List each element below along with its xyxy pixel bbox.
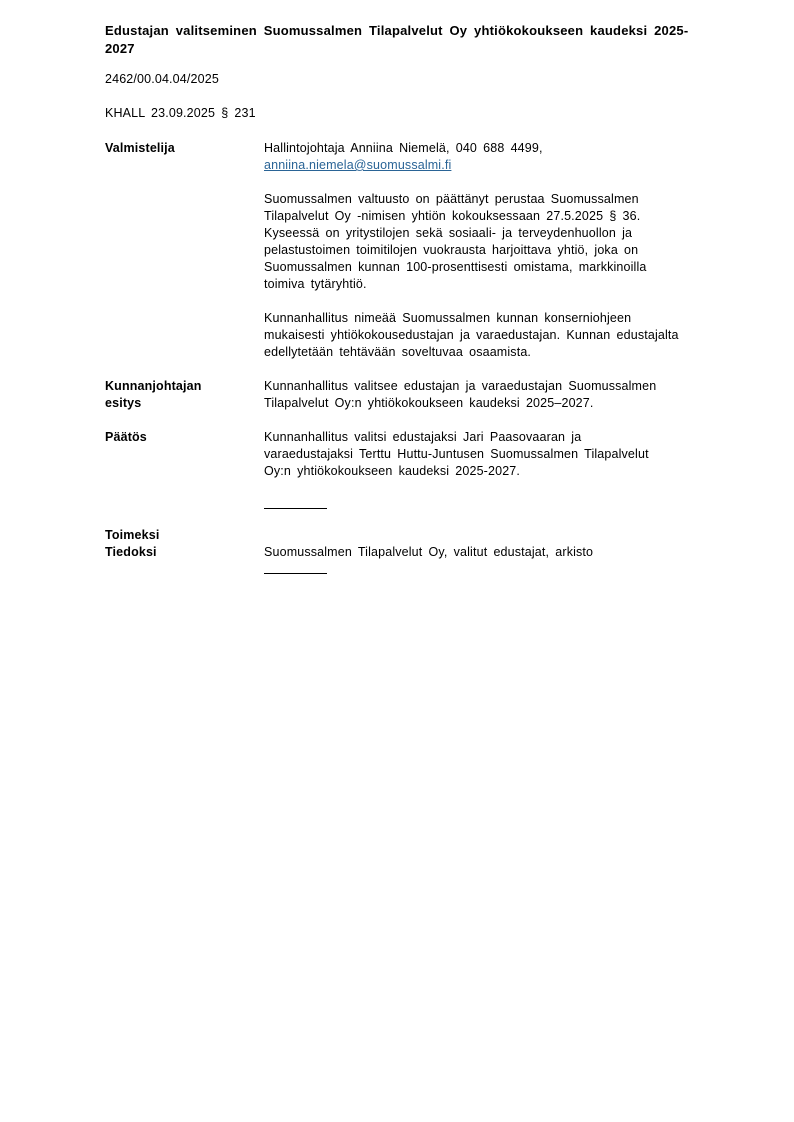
- esitys-label-line: esitys: [105, 396, 142, 410]
- paragraph-content: [264, 310, 724, 361]
- text-line: Tilapalvelut Oy:n yhtiökokoukseen kaudeksi 2025–2027.: [264, 396, 594, 410]
- meeting-reference: KHALL 23.09.2025 § 231: [105, 106, 256, 120]
- text-line: Kyseessä on yritystilojen sekä sosiaali- ja terveydenhuollon ja: [264, 226, 633, 240]
- tiedoksi-content: Suomussalmen Tilapalvelut Oy, valitut edustajat, arkisto: [264, 545, 594, 559]
- valmistelija-label: Valmistelija: [105, 141, 175, 155]
- preparer-email-line: [264, 157, 724, 174]
- text-line: Tilapalvelut Oy -nimisen yhtiön kokouksessaan 27.5.2025 § 36.: [264, 209, 641, 223]
- document-title-line: Edustajan valitseminen Suomussalmen Tilapalvelut Oy yhtiökokoukseen kaudeksi 2025-: [105, 23, 689, 38]
- text-line: Kunnanhallitus valitsi edustajaksi Jari Paasovaaran ja: [264, 430, 582, 444]
- esitys-section: [105, 378, 724, 412]
- tiedoksi-label: Tiedoksi: [105, 545, 157, 559]
- valmistelija-section: [105, 140, 724, 174]
- email-link[interactable]: anniina.niemela@suomussalmi.fi: [264, 158, 452, 172]
- valmistelija-content: [264, 140, 724, 174]
- text-line: Suomussalmen valtuusto on päättänyt perustaa Suomussalmen: [264, 192, 639, 206]
- separator-line-1: [264, 508, 327, 509]
- paatos-content: [264, 429, 724, 480]
- paatos-section: [105, 429, 724, 480]
- background-paragraph-2: [105, 310, 724, 361]
- preparer-contact-line: Hallintojohtaja Anniina Niemelä, 040 688 4499,: [264, 141, 543, 155]
- esitys-label: [105, 378, 264, 412]
- text-line: toimiva tytäryhtiö.: [264, 277, 367, 291]
- toimeksi-label: Toimeksi: [105, 528, 160, 542]
- document-title-line: 2027: [105, 41, 135, 56]
- text-line: pelastustoimen toimitilojen vuokrausta harjoittava yhtiö, joka on: [264, 243, 639, 257]
- text-line: mukaisesti yhtiökokousedustajan ja varaedustajan. Kunnan edustajalta: [264, 328, 679, 342]
- paragraph-content: [264, 191, 724, 293]
- text-line: edellytetään tehtävään soveltuvaa osaamista.: [264, 345, 532, 359]
- esitys-label-line: Kunnanjohtajan: [105, 379, 202, 393]
- text-line: Oy:n yhtiökokoukseen kaudeksi 2025-2027.: [264, 464, 521, 478]
- text-line: varaedustajaksi Terttu Huttu-Juntusen Suomussalmen Tilapalvelut: [264, 447, 649, 461]
- background-paragraph-1: [105, 191, 724, 293]
- text-line: Suomussalmen kunnan 100-prosenttisesti omistama, markkinoilla: [264, 260, 647, 274]
- separator-line-2: [264, 573, 327, 574]
- tiedoksi-section: [105, 544, 724, 561]
- text-line: Kunnanhallitus nimeää Suomussalmen kunnan konserniohjeen: [264, 311, 632, 325]
- toimeksi-section: [105, 527, 724, 544]
- text-line: Kunnanhallitus valitsee edustajan ja varaedustajan Suomussalmen: [264, 379, 657, 393]
- paatos-label: Päätös: [105, 430, 147, 444]
- document-title: [105, 22, 724, 58]
- esitys-content: [264, 378, 724, 412]
- case-number: 2462/00.04.04/2025: [105, 72, 219, 86]
